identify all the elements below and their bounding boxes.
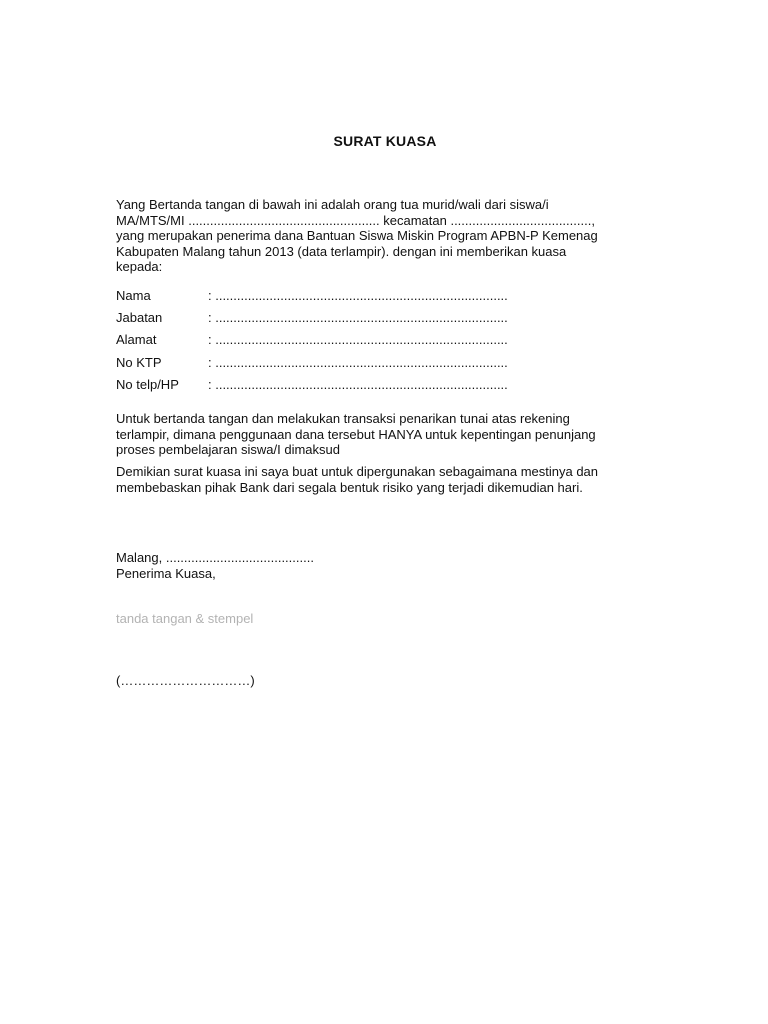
field-row-no-telp [116, 374, 656, 396]
field-value: : ................................................................................. [208, 377, 508, 393]
document-title: SURAT KUASA [333, 133, 437, 149]
receiver-label: Penerima Kuasa, [116, 566, 216, 581]
signature-hint: tanda tangan & stempel [116, 611, 254, 626]
field-label: No KTP [116, 354, 162, 370]
field-label: Jabatan [116, 310, 163, 326]
field-value: : ................................................................................. [208, 310, 508, 326]
identity-fields [116, 284, 656, 396]
field-label: No telp/HP [116, 377, 179, 393]
signature-name: (…………………………) [116, 673, 255, 688]
field-value: : ................................................................................. [208, 332, 508, 348]
field-label: Alamat [116, 332, 157, 348]
intro-paragraph: Yang Bertanda tangan di bawah ini adalah orang tua murid/wali dari siswa/i MA/MTS/MI ..................................................... kecamatan ......................................., yang merupakan penerima dana Bantuan Siswa Miskin Program APBN-P Kemenag Kabupaten Malang tahun 2013 (data terlampir). dengan ini memberikan kuasa kepada: [116, 197, 598, 274]
field-row-jabatan [116, 306, 656, 328]
field-value: : ................................................................................. [208, 287, 508, 303]
field-label: Nama [116, 287, 151, 303]
closing-paragraph: Demikian surat kuasa ini saya buat untuk dipergunakan sebagaimana mestinya dan membebaskan pihak Bank dari segala bentuk risiko yang terjadi dikemudian hari. [116, 464, 599, 495]
field-row-nama [116, 284, 656, 306]
field-value: : ................................................................................. [208, 354, 508, 370]
place-date: Malang, ......................................... [116, 550, 314, 565]
field-row-no-ktp [116, 351, 656, 373]
field-row-alamat [116, 329, 656, 351]
purpose-paragraph: Untuk bertanda tangan dan melakukan transaksi penarikan tunai atas rekening terlampir, dimana penggunaan dana tersebut HANYA untuk kepentingan penunjang proses pembelajaran siswa/I dimaksud [116, 411, 596, 457]
